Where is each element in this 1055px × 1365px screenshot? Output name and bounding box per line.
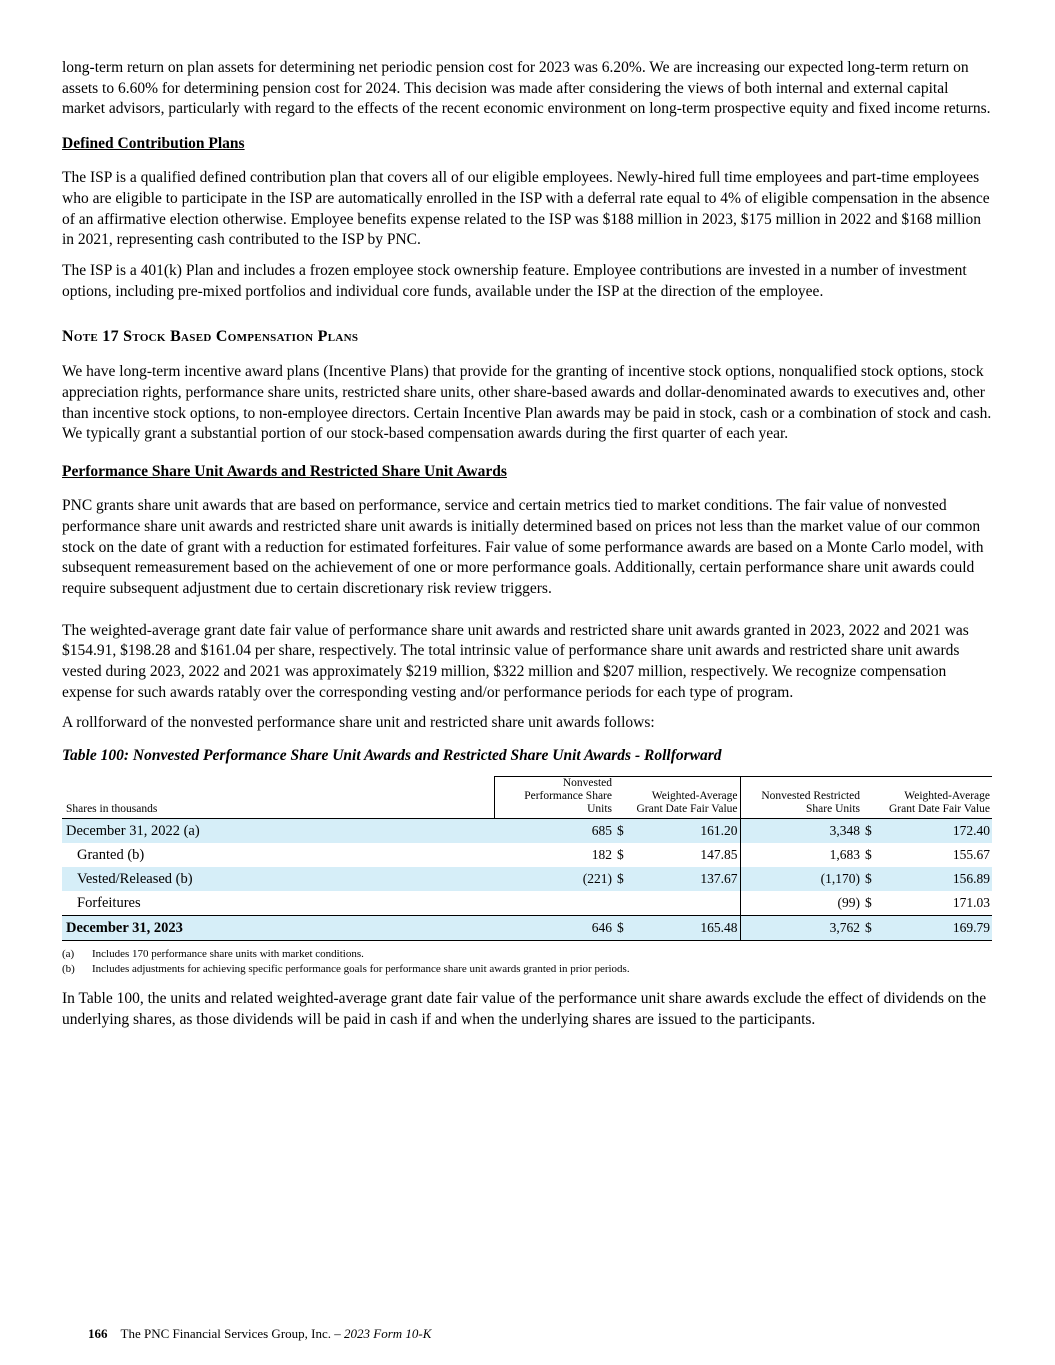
table-caption: Table 100: Nonvested Performance Share Unit Awards and Restricted Share Unit Awards - Rollforward bbox=[62, 747, 722, 765]
table-row bbox=[62, 843, 992, 867]
rsu-fair-value: 155.67 bbox=[952, 847, 990, 863]
header-psu-units: Nonvested Performance Share Units bbox=[494, 777, 614, 819]
footnote-b bbox=[62, 962, 992, 977]
psu-fair-value bbox=[628, 891, 740, 916]
header-psu-fair-value: Weighted-Average Grant Date Fair Value bbox=[614, 777, 740, 819]
paragraph-dividends-note: In Table 100, the units and related weighted-average grant date fair value of the performance unit share awards exclude the effect of dividends on the underlying shares, as those dividends will be paid in cash if and when the underlying shares are issued to the participants. bbox=[62, 990, 987, 1028]
rsu-units-value: 3,762 bbox=[740, 916, 862, 941]
rsu-fair-value: 156.89 bbox=[878, 867, 992, 891]
document-page bbox=[62, 58, 992, 1031]
dollar-sign: $ bbox=[865, 895, 872, 911]
paragraph-share-unit-awards: PNC grants share unit awards that are based on performance, service and certain metrics tied to market conditions. The fair value of nonvested performance share unit awards and restricted share unit awards is initially determined based on prices not less than the market value of our common stock on the date of grant with a reduction for estimated forfeitures. Fair value of some performance awards are based on a Monte Carlo model, with subsequent remeasurement based on the achievement of one or more performance goals. Additionally, certain performance share unit awards could require subsequent adjustment due to certain discretionary risk review triggers. bbox=[62, 497, 984, 597]
table-row-total bbox=[62, 916, 992, 941]
paragraph-isp-401k: The ISP is a 401(k) Plan and includes a frozen employee stock ownership feature. Employee contributions are invested in a number of investment options, including pre-mixed portfolios and individual core funds, available under the ISP at the direction of the employee. bbox=[62, 261, 967, 300]
psu-units-value bbox=[494, 891, 614, 916]
dollar-sign: $ bbox=[617, 847, 624, 863]
heading-note-17: Note 17 Stock Based Compensation Plans bbox=[62, 328, 359, 346]
table-header-row bbox=[62, 777, 992, 819]
rsu-units-value: 1,683 bbox=[829, 847, 860, 863]
paragraph-incentive-plans: We have long-term incentive award plans (Incentive Plans) that provide for the granting of incentive stock options, nonqualified stock options, stock appreciation rights, performance share units, restricted share units, other share-based awards and dollar-denominated awards to executives and, other than incentive stock options, to non-employee directors. Certain Incentive Plan awards may be paid in stock, cash or a combination of stock and cash. We typically grant a substantial portion of our stock-based compensation awards during the first quarter of each year. bbox=[62, 363, 992, 443]
rsu-fair-value: 169.79 bbox=[878, 916, 992, 941]
row-label: Forfeitures bbox=[77, 894, 141, 911]
psu-fair-value: 165.48 bbox=[628, 916, 740, 941]
table-row bbox=[62, 867, 992, 891]
footnote-text: Includes 170 performance share units with market conditions. bbox=[92, 948, 364, 961]
footnote-text: Includes adjustments for achieving specific performance goals for performance share unit awards granted in prior periods. bbox=[92, 963, 630, 976]
psu-units-value: 182 bbox=[591, 847, 612, 863]
paragraph-weighted-average: The weighted-average grant date fair value of performance share unit awards and restricted share unit awards granted in 2023, 2022 and 2021 was $154.91, $198.28 and $161.04 per share, respectively. The total intrinsic value of performance share unit awards and restricted share unit awards vested during 2023, 2022 and 2021 was approximately $219 million, $322 million and $207 million, respectively. We recognize compensation expense for such awards ratably over the corresponding vesting and/or performance periods for each type of program. bbox=[62, 621, 969, 701]
row-label: December 31, 2023 bbox=[62, 916, 494, 941]
dollar-sign: $ bbox=[614, 916, 628, 941]
footer-company: The PNC Financial Services Group, Inc. – bbox=[120, 1326, 341, 1341]
header-rsu-fair-value: Weighted-Average Grant Date Fair Value bbox=[862, 777, 992, 819]
row-label: December 31, 2022 (a) bbox=[62, 819, 494, 844]
heading-psu-rsu-awards: Performance Share Unit Awards and Restricted Share Unit Awards bbox=[62, 463, 507, 481]
footnote-a bbox=[62, 947, 992, 962]
dollar-sign: $ bbox=[862, 867, 878, 891]
footnote-mark: (a) bbox=[62, 948, 75, 961]
psu-units-value: 646 bbox=[494, 916, 614, 941]
footer-form: 2023 Form 10-K bbox=[344, 1326, 432, 1341]
rsu-fair-value: 171.03 bbox=[952, 895, 990, 911]
rollforward-table bbox=[62, 776, 992, 941]
psu-fair-value: 161.20 bbox=[628, 819, 740, 844]
page-footer bbox=[88, 1326, 431, 1342]
dollar-sign: $ bbox=[865, 847, 872, 863]
rsu-units-value: (99) bbox=[837, 895, 860, 911]
dollar-sign: $ bbox=[614, 819, 628, 844]
paragraph-pension-return: long-term return on plan assets for determining net periodic pension cost for 2023 was 6.20%. We are increasing our expected long-term return on assets to 6.60% for determining pension cost for 2024. This decision was made after considering the views of both internal and external capital market advisors, particularly with regard to the effects of the recent economic environment on long-term prospective equity and fixed income returns. bbox=[62, 59, 991, 118]
table-row bbox=[62, 891, 992, 916]
table-row bbox=[62, 819, 992, 844]
rsu-units-value: (1,170) bbox=[740, 867, 862, 891]
psu-fair-value: 147.85 bbox=[628, 843, 740, 867]
rsu-fair-value: 172.40 bbox=[878, 819, 992, 844]
row-label: Granted (b) bbox=[77, 846, 145, 863]
psu-units-value: (221) bbox=[494, 867, 614, 891]
rsu-units-value: 3,348 bbox=[740, 819, 862, 844]
psu-units-value: 685 bbox=[494, 819, 614, 844]
dollar-sign: $ bbox=[862, 916, 878, 941]
header-rsu-units: Nonvested Restricted Share Units bbox=[740, 777, 862, 819]
paragraph-rollforward-intro: A rollforward of the nonvested performance share unit and restricted share unit awards follows: bbox=[62, 714, 655, 732]
row-label: Vested/Released (b) bbox=[62, 867, 494, 891]
footnote-mark: (b) bbox=[62, 963, 75, 976]
dollar-sign: $ bbox=[614, 867, 628, 891]
header-shares-in-thousands: Shares in thousands bbox=[62, 777, 494, 819]
psu-fair-value: 137.67 bbox=[628, 867, 740, 891]
dollar-sign: $ bbox=[862, 819, 878, 844]
paragraph-isp-description: The ISP is a qualified defined contribution plan that covers all of our eligible employees. Newly-hired full time employees and part-time employees who are eligible to participate in the ISP are automatically enrolled in the ISP with a deferral rate equal to 4% of eligible compensation in the absence of an affirmative election otherwise. Employee benefits expense related to the ISP was $188 million in 2023, $175 million in 2022 and $168 million in 2021, representing cash contributed to the ISP by PNC. bbox=[62, 169, 990, 249]
page-number: 166 bbox=[88, 1326, 108, 1341]
dollar-sign bbox=[614, 891, 628, 916]
heading-defined-contribution-plans: Defined Contribution Plans bbox=[62, 135, 245, 153]
